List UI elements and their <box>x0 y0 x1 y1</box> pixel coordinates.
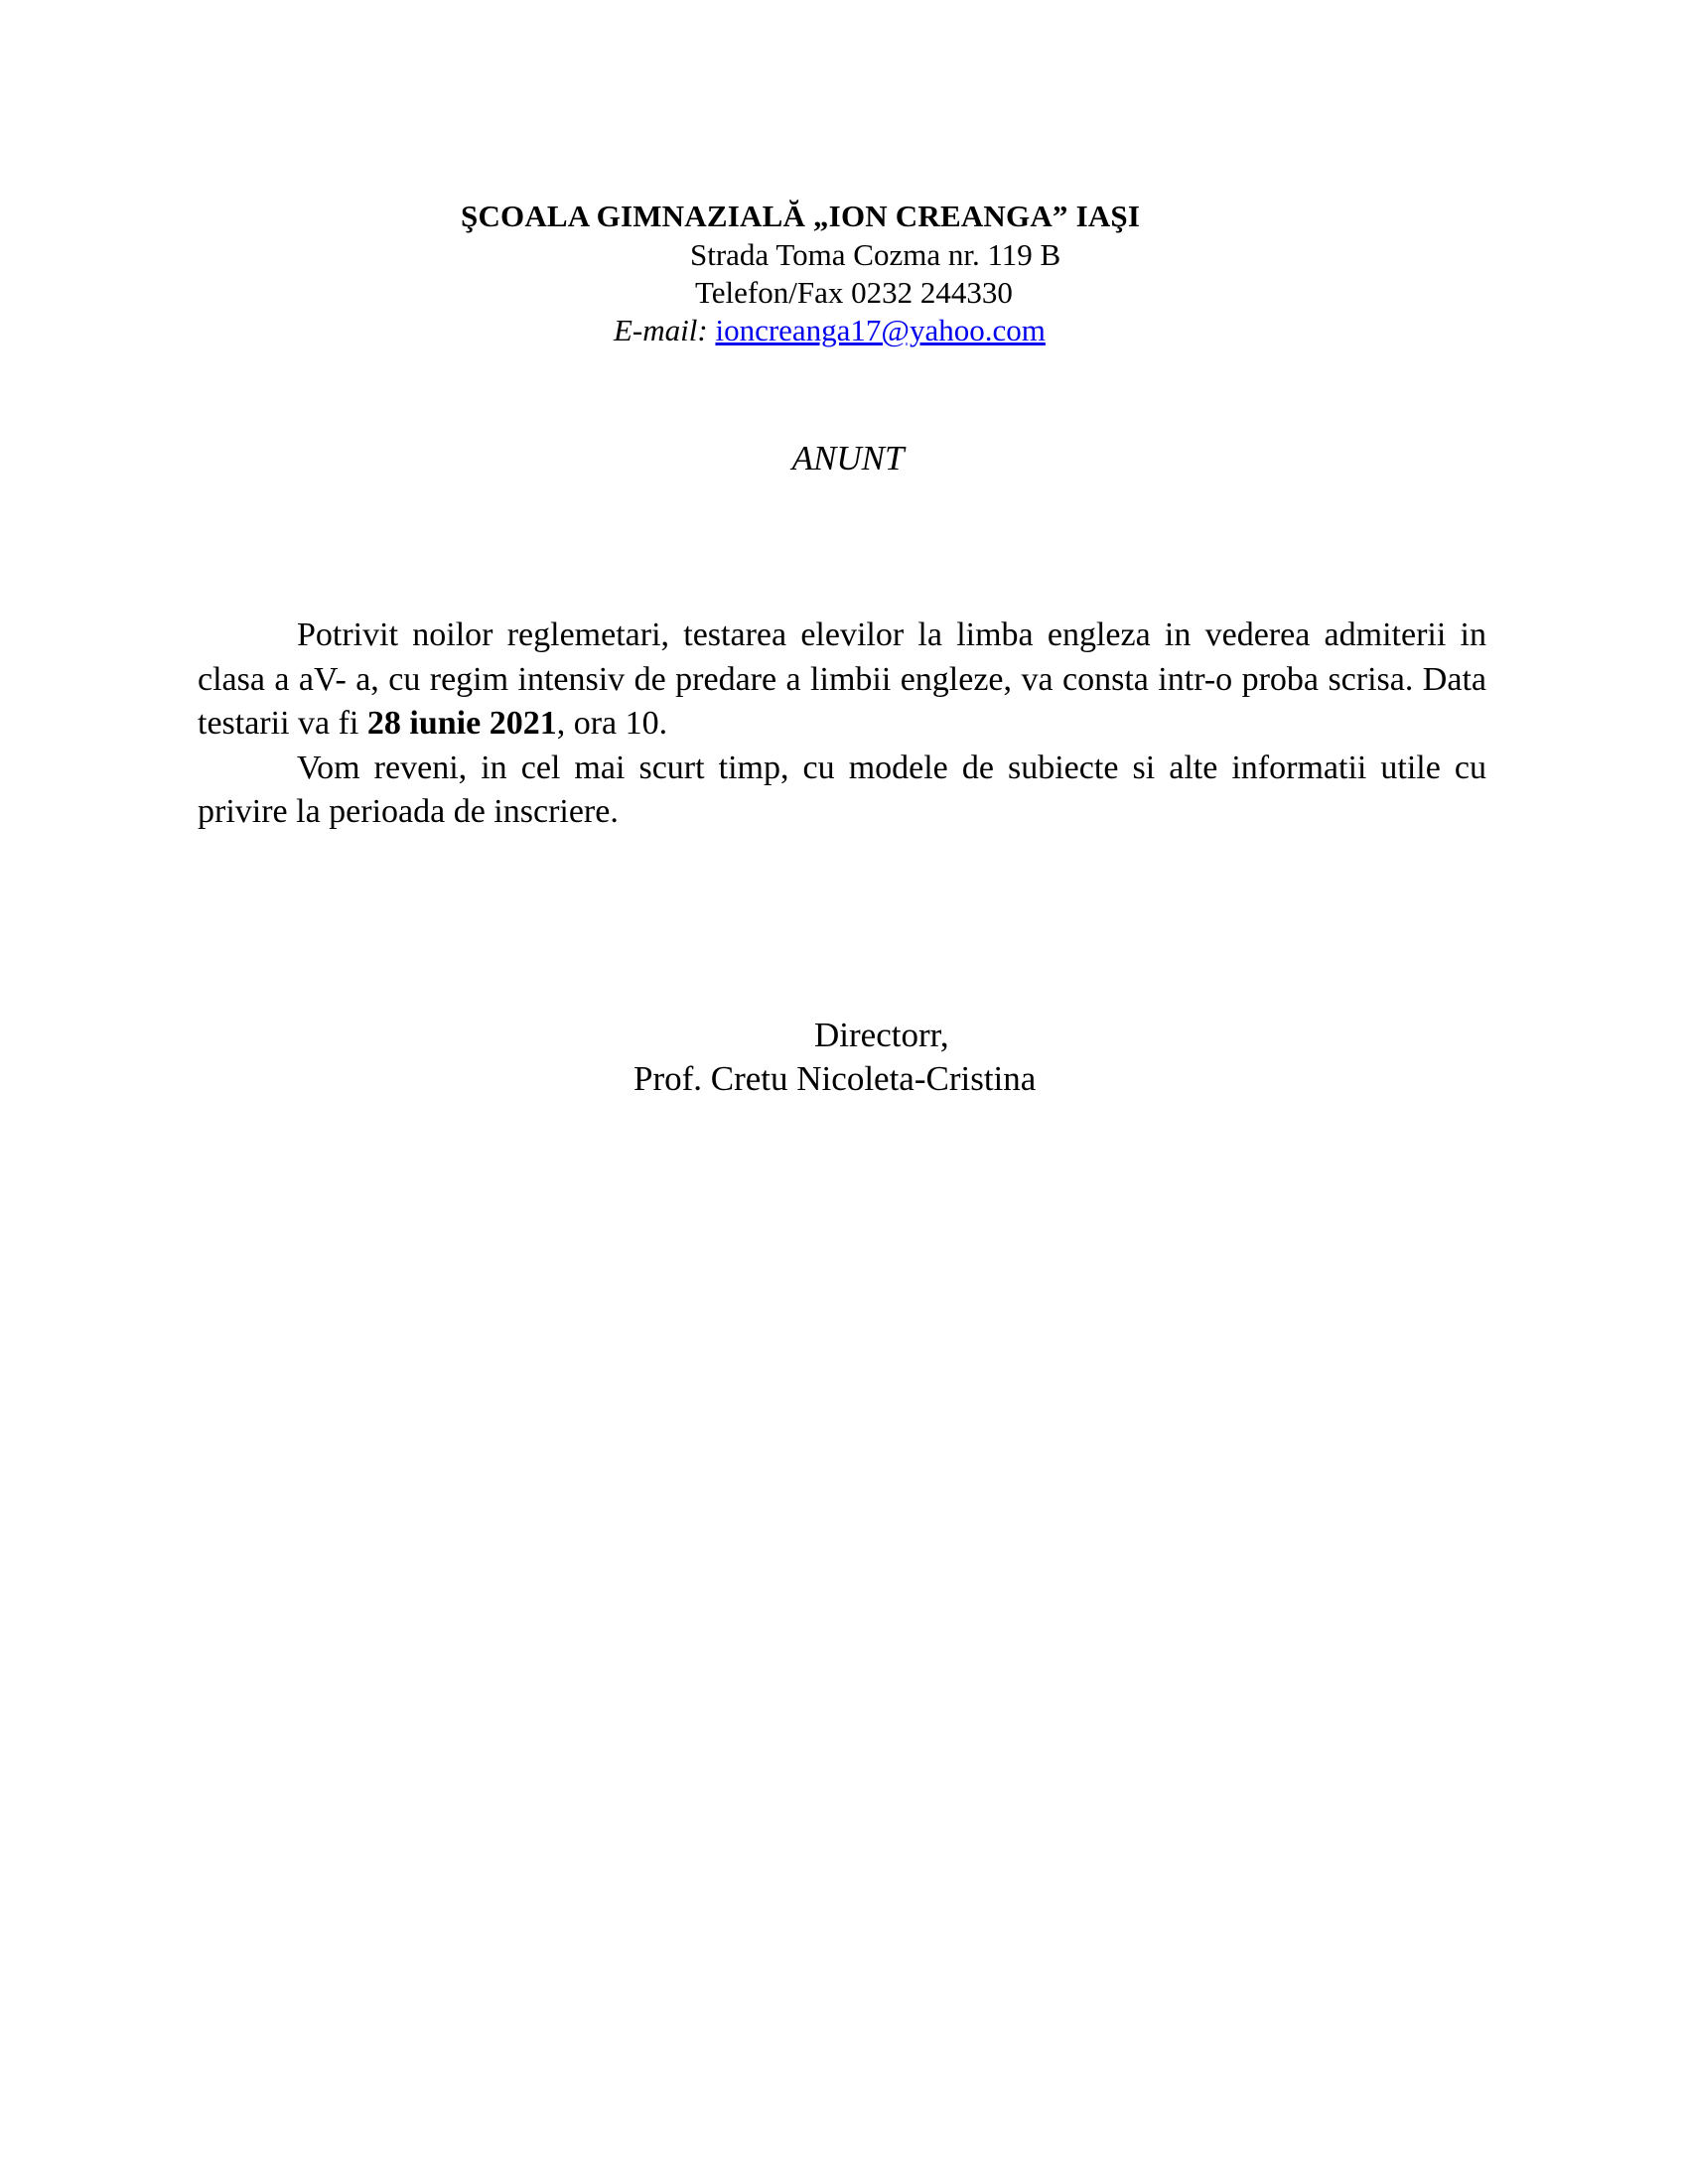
school-email <box>614 312 1046 349</box>
school-name: ŞCOALA GIMNAZIALĂ „ION CREANGA” IAŞI <box>461 199 1141 233</box>
signature-name: Prof. Cretu Nicoleta-Cristina <box>633 1059 1037 1098</box>
announcement-title: ANUNT <box>791 439 905 478</box>
announcement-paragraph <box>198 614 1486 747</box>
email-link[interactable]: ioncreanga17@yahoo.com <box>715 313 1046 347</box>
exam-date: 28 iunie 2021 <box>366 705 557 742</box>
school-address: Strada Toma Cozma nr. 119 B <box>690 237 1061 272</box>
paragraph-text: , ora 10. <box>556 705 668 742</box>
email-label: E-mail: <box>614 313 708 347</box>
announcement-paragraph: Vom reveni, in cel mai scurt timp, cu modele de subiecte si alte informatii utile cu privire la perioada de inscriere. <box>198 749 1486 830</box>
announcement-body <box>198 614 1486 835</box>
signature-role: Directorr, <box>814 1016 949 1054</box>
school-phone: Telefon/Fax 0232 244330 <box>695 275 1013 310</box>
paragraph-text: Potrivit noilor reglemetari, testarea elevilor la limba engleza in vederea admiterii in clasa a aV- a, cu regim intensiv de predare a limbii engleze, va consta intr-o proba scrisa. Data testarii va fi <box>198 616 1486 742</box>
